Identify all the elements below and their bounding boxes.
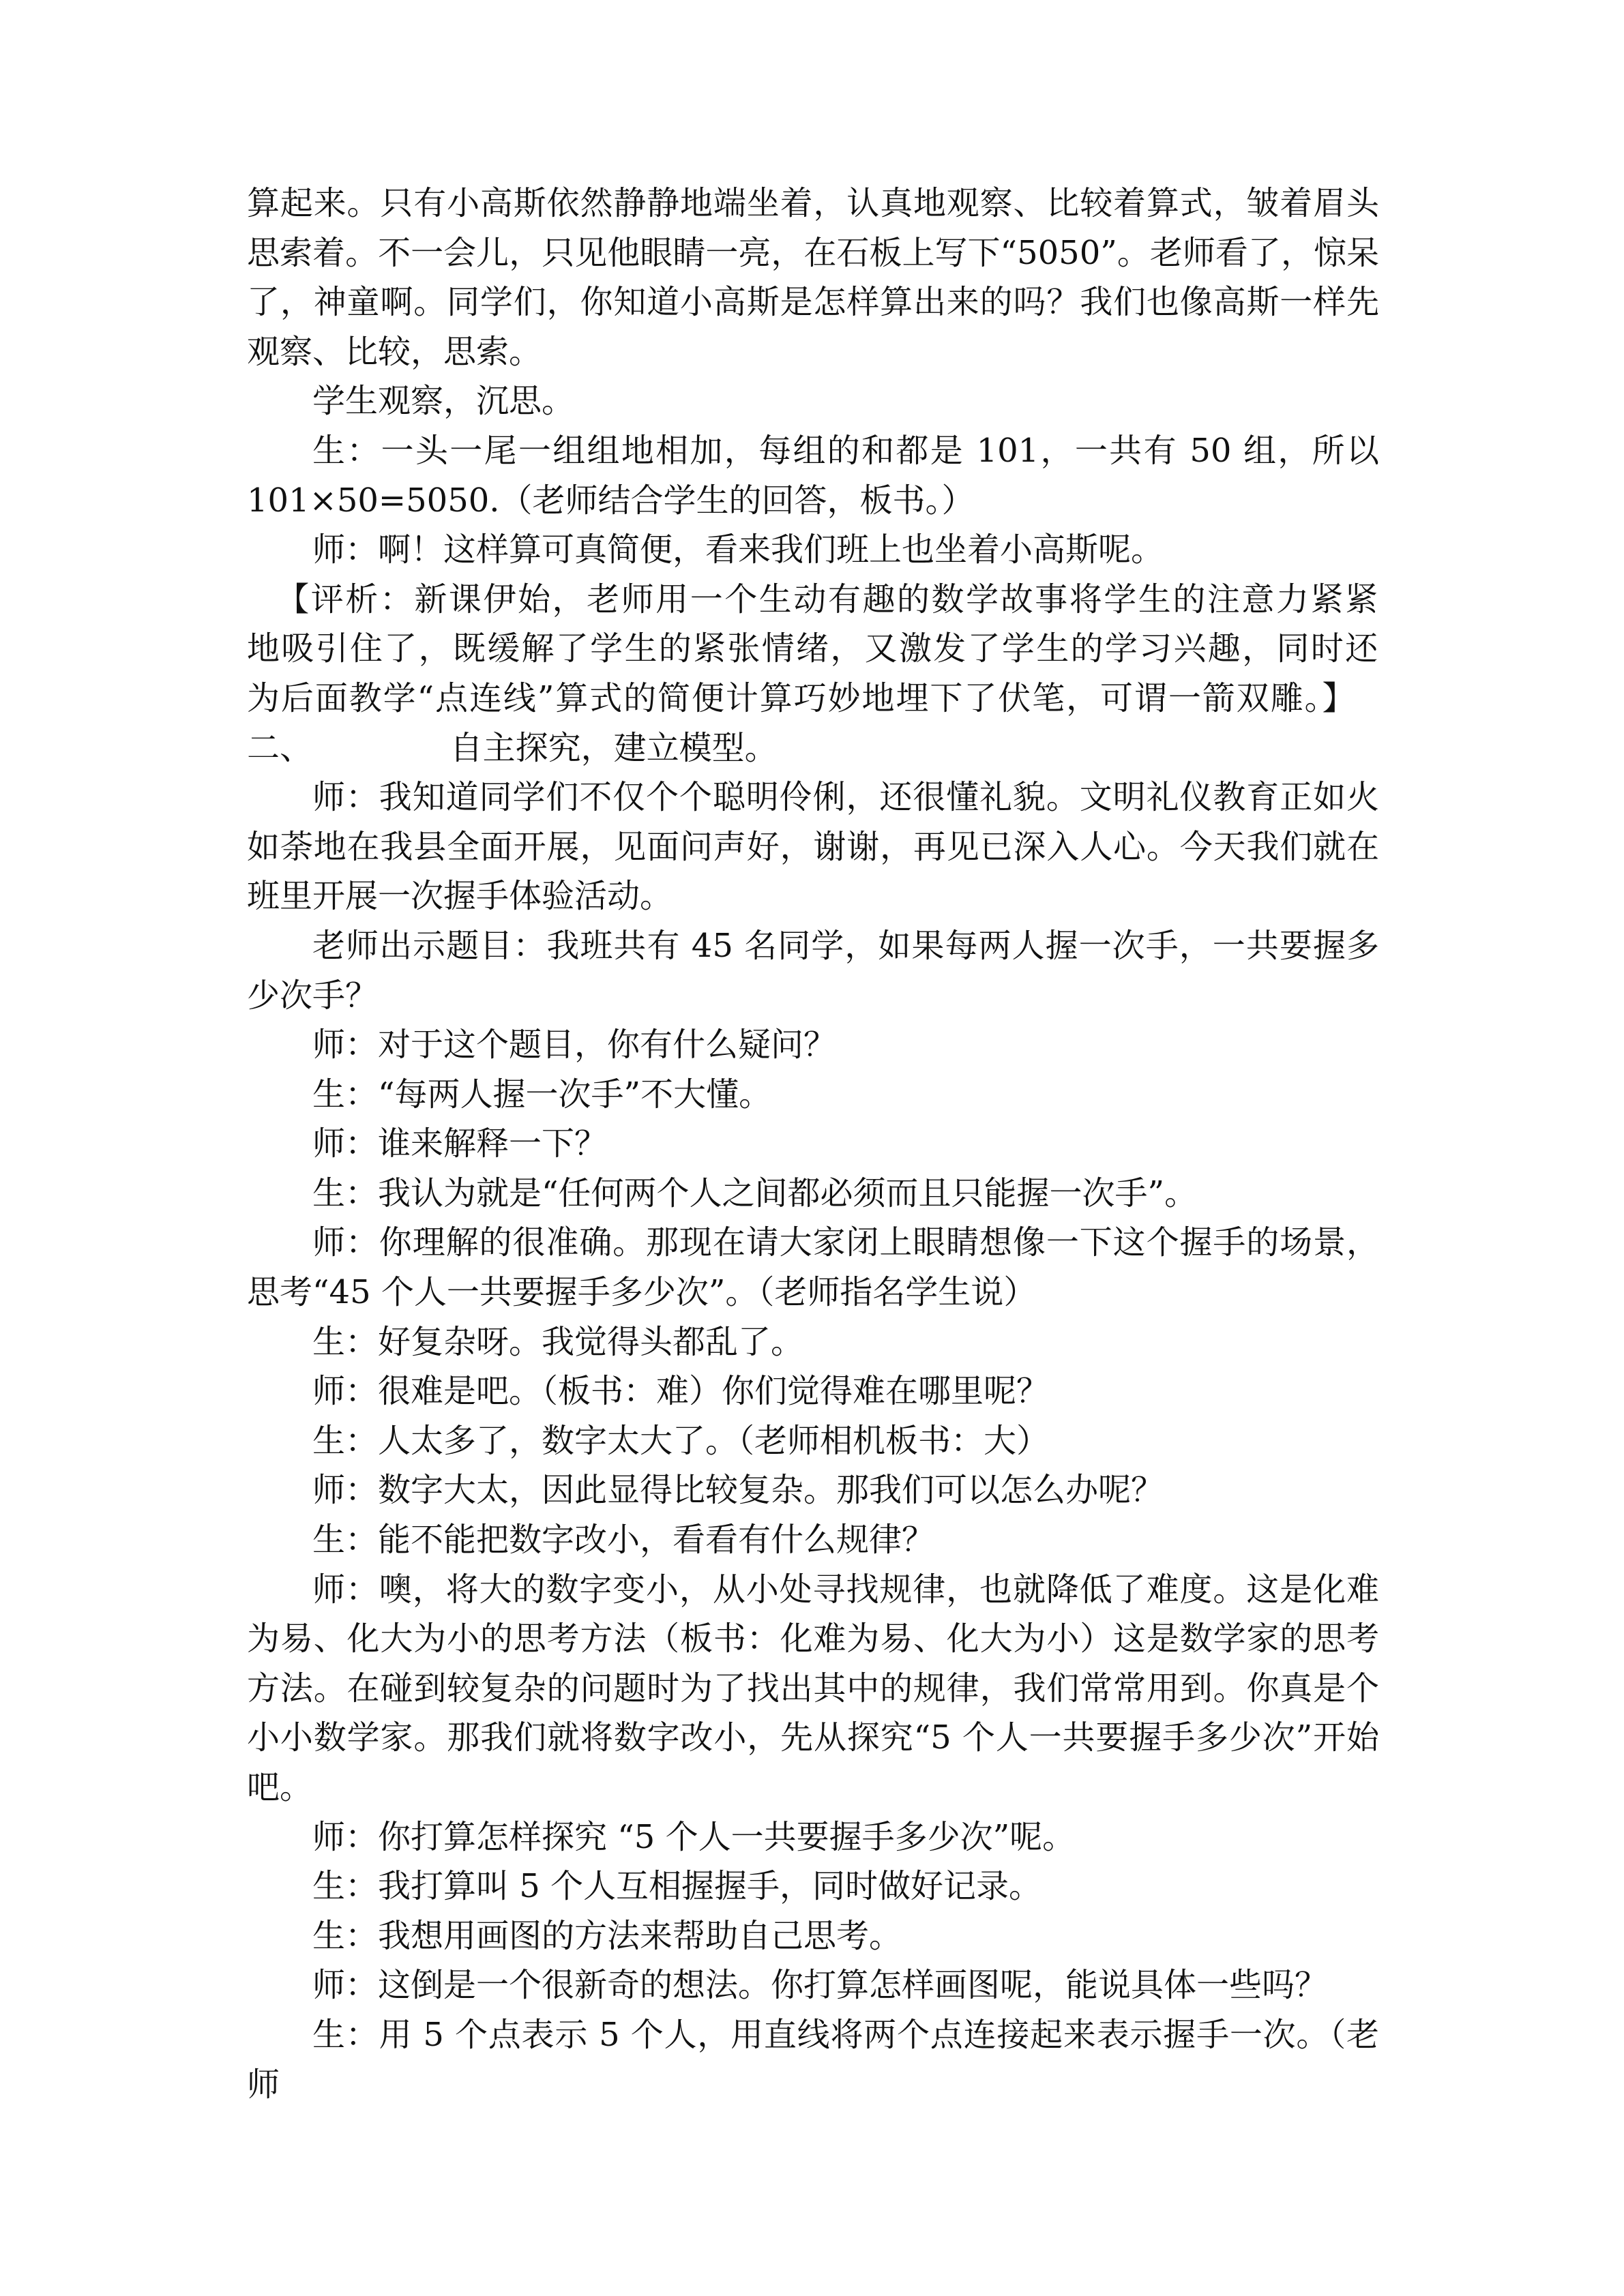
paragraph: 师：数字大太，因此显得比较复杂。那我们可以怎么办呢？ <box>312 1471 1164 1510</box>
section-title: 自主探究，建立模型。 <box>449 728 778 767</box>
paragraph: 师：啊！这样算可真简便，看来我们班上也坐着小高斯呢。 <box>312 531 1164 569</box>
paragraph: 生：好复杂呀。我觉得头都乱了。 <box>312 1322 804 1361</box>
section-heading <box>247 724 1379 773</box>
paragraph: 师：对于这个题目，你有什么疑问？ <box>312 1026 837 1064</box>
paragraph: 师：你理解的很准确。那现在请大家闭上眼睛想像一下这个握手的场景，思考“45 个人一共要握手多少次”。（老师指名学生说） <box>247 1223 1379 1312</box>
commentary-paragraph: 【评析：新课伊始，老师用一个生动有趣的数学故事将学生的注意力紧紧地吸引住了，既缓解了学生的紧张情绪，又激发了学生的学习兴趣，同时还为后面教学“点连线”算式的简便计算巧妙地埋下了伏笔，可谓一箭双雕。】 <box>247 580 1379 717</box>
paragraph: 师：很难是吧。（板书：难）你们觉得难在哪里呢？ <box>312 1372 1050 1411</box>
paragraph: 算起来。只有小高斯依然静静地端坐着，认真地观察、比较着算式，皱着眉头思索着。不一会儿，只见他眼睛一亮，在石板上写下“5050”。老师看了，惊呆了，神童啊。同学们，你知道小高斯是怎样算出来的吗？我们也像高斯一样先观察、比较，思索。 <box>247 184 1379 371</box>
paragraph: 师：你打算怎样探究 “5 个人一共要握手多少次”呢。 <box>312 1817 1076 1856</box>
paragraph: 生：人太多了，数字太大了。（老师相机板书：大） <box>312 1421 1050 1460</box>
paragraph: 师：我知道同学们不仅个个聪明伶俐，还很懂礼貌。文明礼仪教育正如火如荼地在我县全面开展，见面问声好，谢谢，再见已深入人心。今天我们就在班里开展一次握手体验活动。 <box>247 778 1379 916</box>
paragraph: 生：一头一尾一组组地相加，每组的和都是 101，一共有 50 组，所以 101×50=5050.（老师结合学生的回答，板书。） <box>247 431 1379 520</box>
section-number: 二、 <box>247 728 313 767</box>
paragraph: 生：我想用画图的方法来帮助自己思考。 <box>312 1916 902 1955</box>
paragraph: 生：能不能把数字改小，看看有什么规律？ <box>312 1521 935 1560</box>
paragraph: 老师出示题目：我班共有 45 名同学，如果每两人握一次手，一共要握多少次手？ <box>247 926 1379 1015</box>
paragraph: 师：这倒是一个很新奇的想法。你打算怎样画图呢，能说具体一些吗？ <box>312 1966 1328 2005</box>
document-body <box>247 179 1379 2109</box>
paragraph: 学生观察，沉思。 <box>312 382 575 421</box>
paragraph: 生：“每两人握一次手”不大懂。 <box>312 1075 772 1114</box>
paragraph: 师：噢，将大的数字变小，从小处寻找规律，也就降低了难度。这是化难为易、化大为小的思考方法（板书：化难为易、化大为小）这是数学家的思考方法。在碰到较复杂的问题时为了找出其中的规律，我们常常用到。你真是个小小数学家。那我们就将数字改小，先从探究“5 个人一共要握手多少次”开始吧。 <box>247 1570 1379 1806</box>
paragraph: 师：谁来解释一下？ <box>312 1124 608 1163</box>
paragraph: 生：我认为就是“任何两个人之间都必须而且只能握一次手”。 <box>312 1174 1198 1212</box>
paragraph: 生：用 5 个点表示 5 个人，用直线将两个点连接起来表示握手一次。（老师 <box>247 2015 1379 2104</box>
paragraph: 生：我打算叫 5 个人互相握握手，同时做好记录。 <box>312 1867 1042 1906</box>
